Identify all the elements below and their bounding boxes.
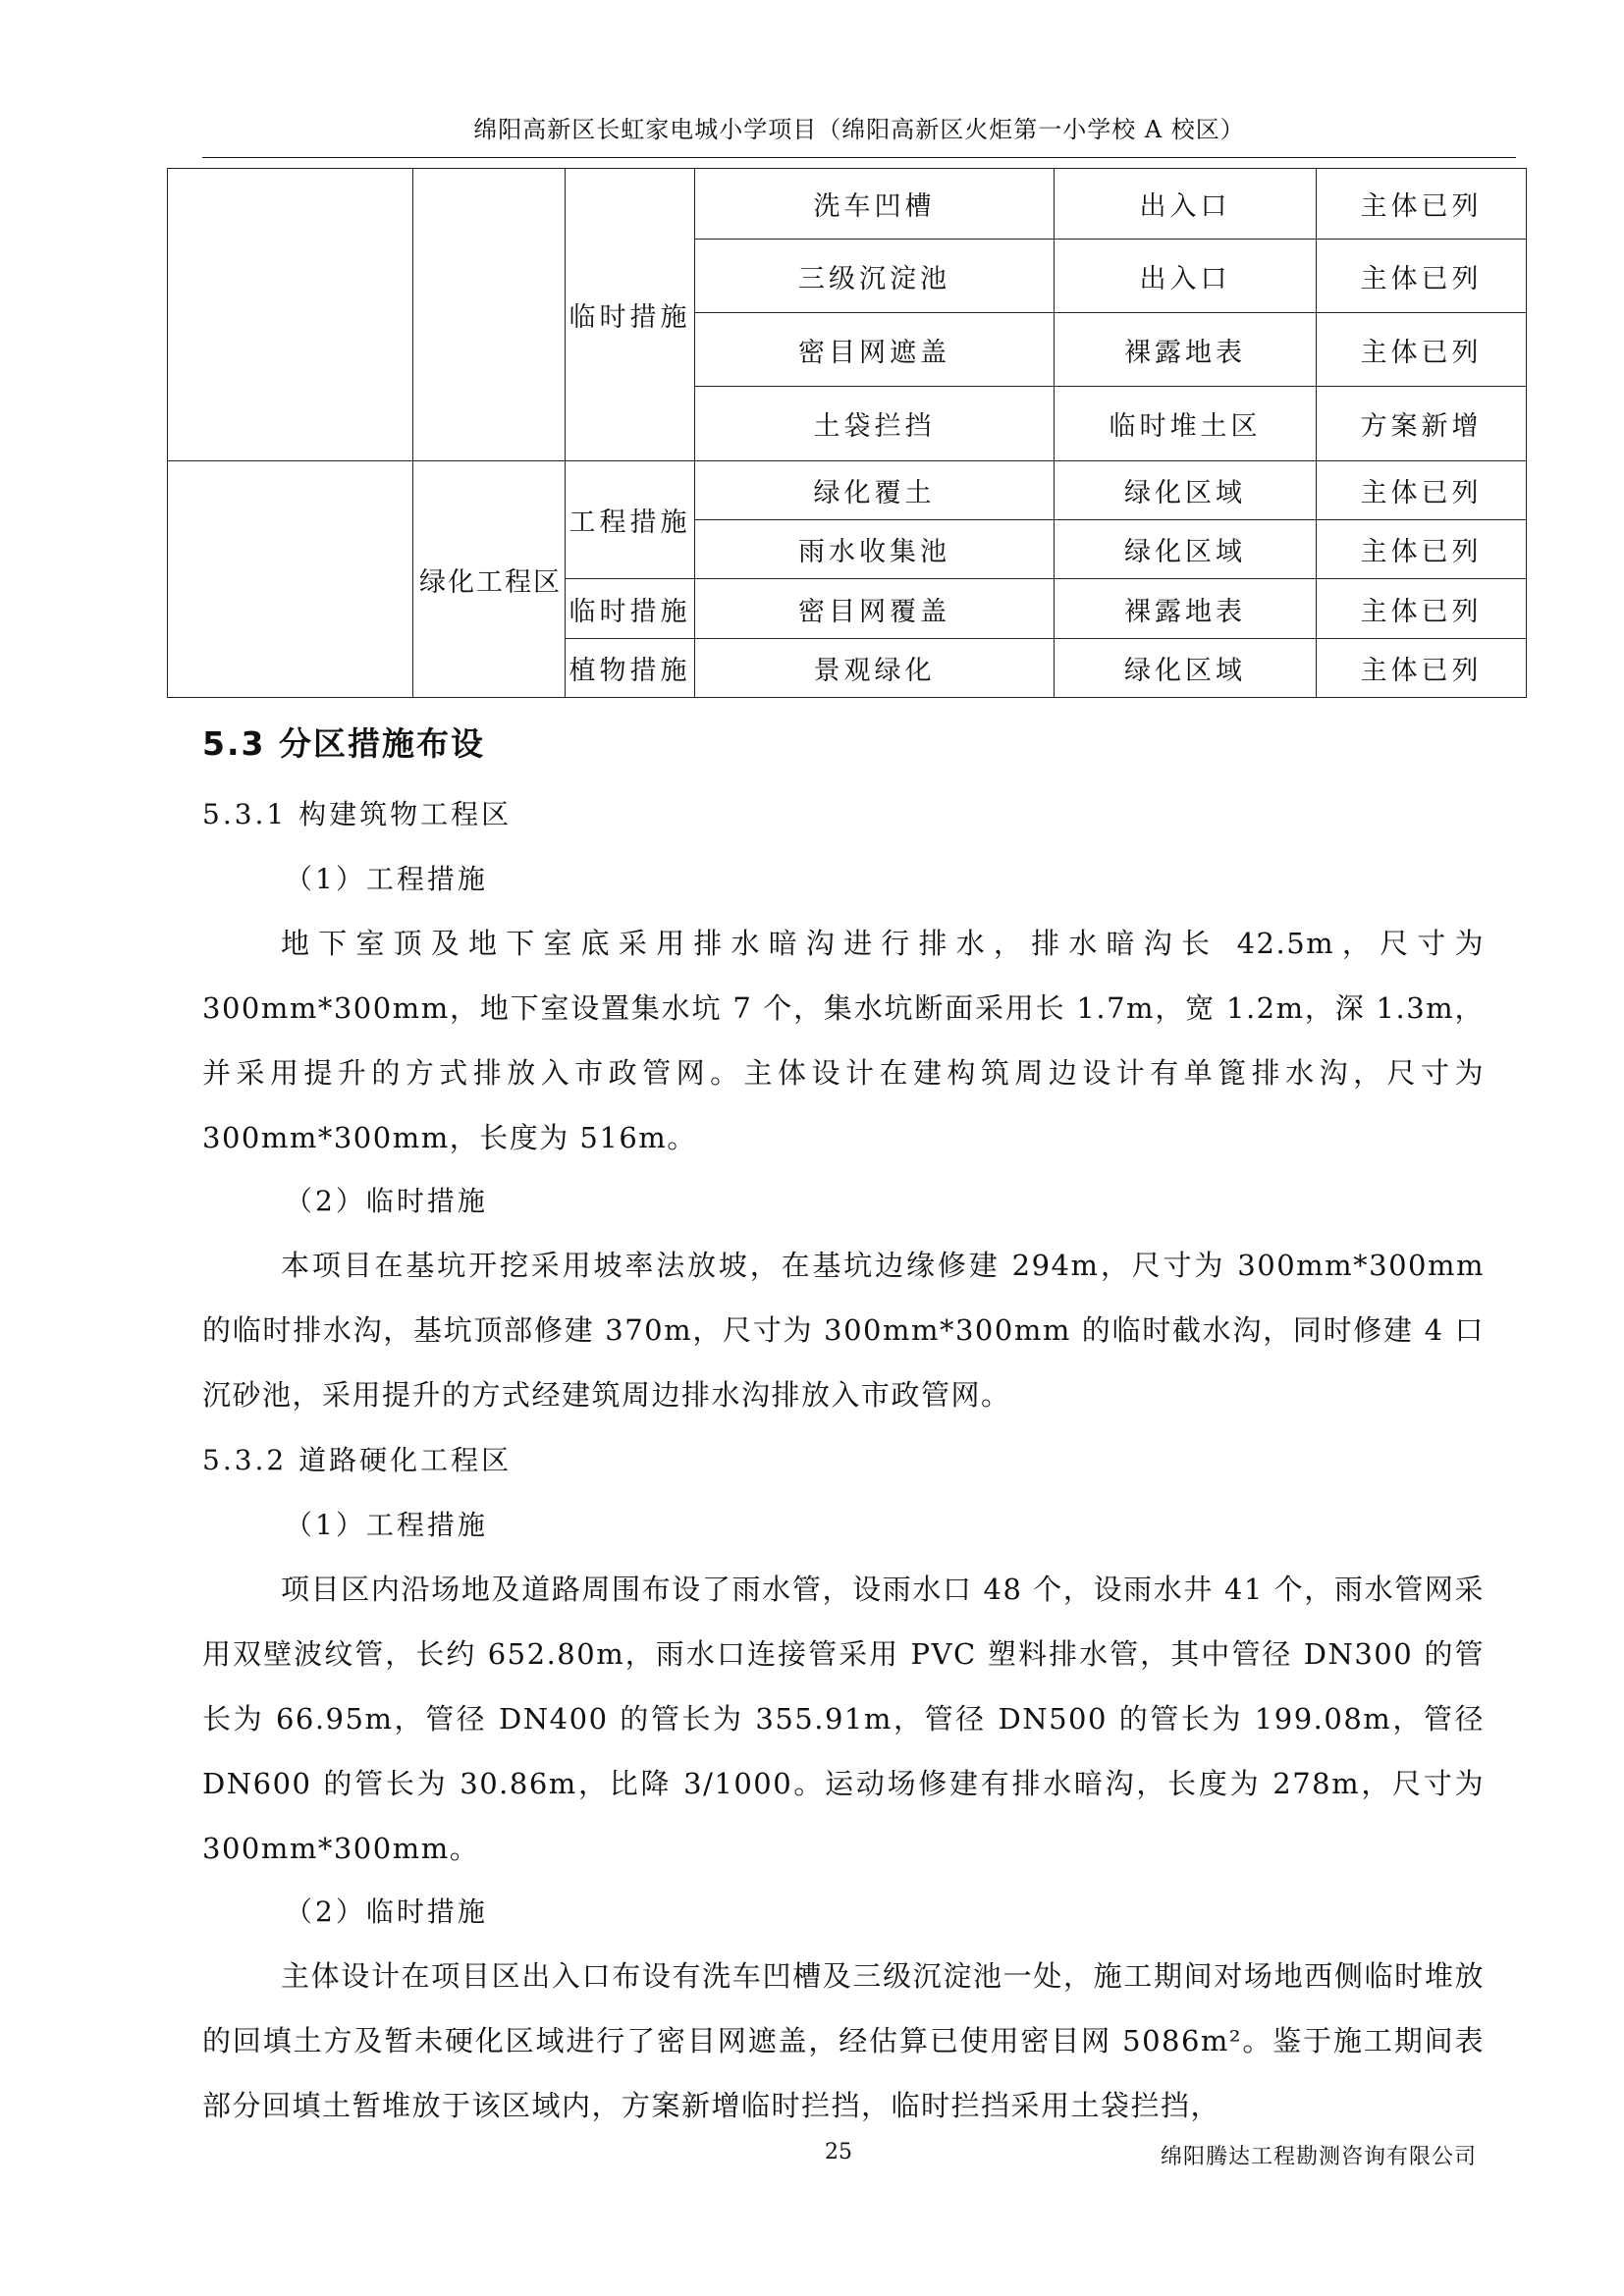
measure-cell: 雨水收集池 <box>695 520 1055 579</box>
zone-cell-blank-2 <box>413 169 566 461</box>
table-row <box>168 169 1527 240</box>
paragraph: 主体设计在项目区出入口布设有洗车凹槽及三级沉淀池一处，施工期间对场地西侧临时堆放的回填土方及暂未硬化区域进行了密目网遮盖，经估算已使用密目网 5086m²。鉴于施工期间表部分回填土暂堆放于该区域内，方案新增临时拦挡，临时拦挡采用土袋拦挡， <box>202 1959 1485 2122</box>
measure-type-cell: 工程措施 <box>566 461 695 579</box>
measure-heading: （2）临时措施 <box>285 1896 488 1928</box>
measure-cell: 绿化覆土 <box>695 461 1055 520</box>
measure-heading: （2）临时措施 <box>285 1185 488 1217</box>
paragraph: 项目区内沿场地及道路周围布设了雨水管，设雨水口 48 个，设雨水井 41 个，雨水管网采用双壁波纹管，长约 652.80m，雨水口连接管采用 PVC 塑料排水管，其中管径 DN300 的管长为 66.95m，管径 DN400 的管长为 355.91m，管径 DN500 的管长为 199.08m，管径 DN600 的管长为 30.86m，比降 3/1000。运动场修建有排水暗沟，长度为 278m，尺寸为 300mm*300mm。 <box>202 1573 1485 1865</box>
location-cell: 裸露地表 <box>1055 579 1317 639</box>
footer-company: 绵阳腾达工程勘测咨询有限公司 <box>1160 2145 1477 2169</box>
source-cell: 主体已列 <box>1317 520 1527 579</box>
location-cell: 绿化区域 <box>1055 461 1317 520</box>
measure-cell: 三级沉淀池 <box>695 240 1055 313</box>
measure-cell: 洗车凹槽 <box>695 169 1055 240</box>
source-cell: 主体已列 <box>1317 313 1527 387</box>
subsection-title: 5.3.2 道路硬化工程区 <box>202 1444 513 1476</box>
measure-type-cell: 临时措施 <box>566 579 695 639</box>
measure-heading: （1）工程措施 <box>285 863 488 895</box>
source-cell: 方案新增 <box>1317 387 1527 461</box>
measure-type-cell: 临时措施 <box>566 169 695 461</box>
paragraph: 本项目在基坑开挖采用坡率法放坡，在基坑边缘修建 294m，尺寸为 300mm*300mm 的临时排水沟，基坑顶部修建 370m，尺寸为 300mm*300mm 的临时截水沟，同时修建 4 口沉砂池，采用提升的方式经建筑周边排水沟排放入市政管网。 <box>202 1249 1485 1412</box>
page-header: 绵阳高新区长虹家电城小学项目（绵阳高新区火炬第一小学校 A 校区） <box>473 116 1245 143</box>
location-cell: 临时堆土区 <box>1055 387 1317 461</box>
location-cell: 出入口 <box>1055 240 1317 313</box>
zone-cell-greening: 绿化工程区 <box>413 461 566 698</box>
measure-heading: （1）工程措施 <box>285 1509 488 1541</box>
source-cell: 主体已列 <box>1317 169 1527 240</box>
measure-type-cell: 植物措施 <box>566 639 695 698</box>
measure-cell: 土袋拦挡 <box>695 387 1055 461</box>
table-row <box>168 461 1527 520</box>
zone-cell-blank-3 <box>168 461 413 698</box>
paragraph: 地下室顶及地下室底采用排水暗沟进行排水，排水暗沟长 42.5m，尺寸为 300mm*300mm，地下室设置集水坑 7 个，集水坑断面采用长 1.7m，宽 1.2m，深 1.3m，并采用提升的方式排放入市政管网。主体设计在建构筑周边设计有单篦排水沟，尺寸为 300mm*300mm，长度为 516m。 <box>202 927 1485 1154</box>
source-cell: 主体已列 <box>1317 461 1527 520</box>
measures-table <box>167 168 1527 698</box>
zone-cell-blank <box>168 169 413 461</box>
source-cell: 主体已列 <box>1317 579 1527 639</box>
measure-cell: 景观绿化 <box>695 639 1055 698</box>
page-number: 25 <box>825 2140 852 2164</box>
header-rule <box>202 157 1516 158</box>
section-title: 5.3 分区措施布设 <box>202 724 485 763</box>
measure-cell: 密目网覆盖 <box>695 579 1055 639</box>
location-cell: 绿化区域 <box>1055 639 1317 698</box>
source-cell: 主体已列 <box>1317 639 1527 698</box>
subsection-title: 5.3.1 构建筑物工程区 <box>202 798 513 830</box>
location-cell: 绿化区域 <box>1055 520 1317 579</box>
location-cell: 出入口 <box>1055 169 1317 240</box>
source-cell: 主体已列 <box>1317 240 1527 313</box>
measure-cell: 密目网遮盖 <box>695 313 1055 387</box>
location-cell: 裸露地表 <box>1055 313 1317 387</box>
